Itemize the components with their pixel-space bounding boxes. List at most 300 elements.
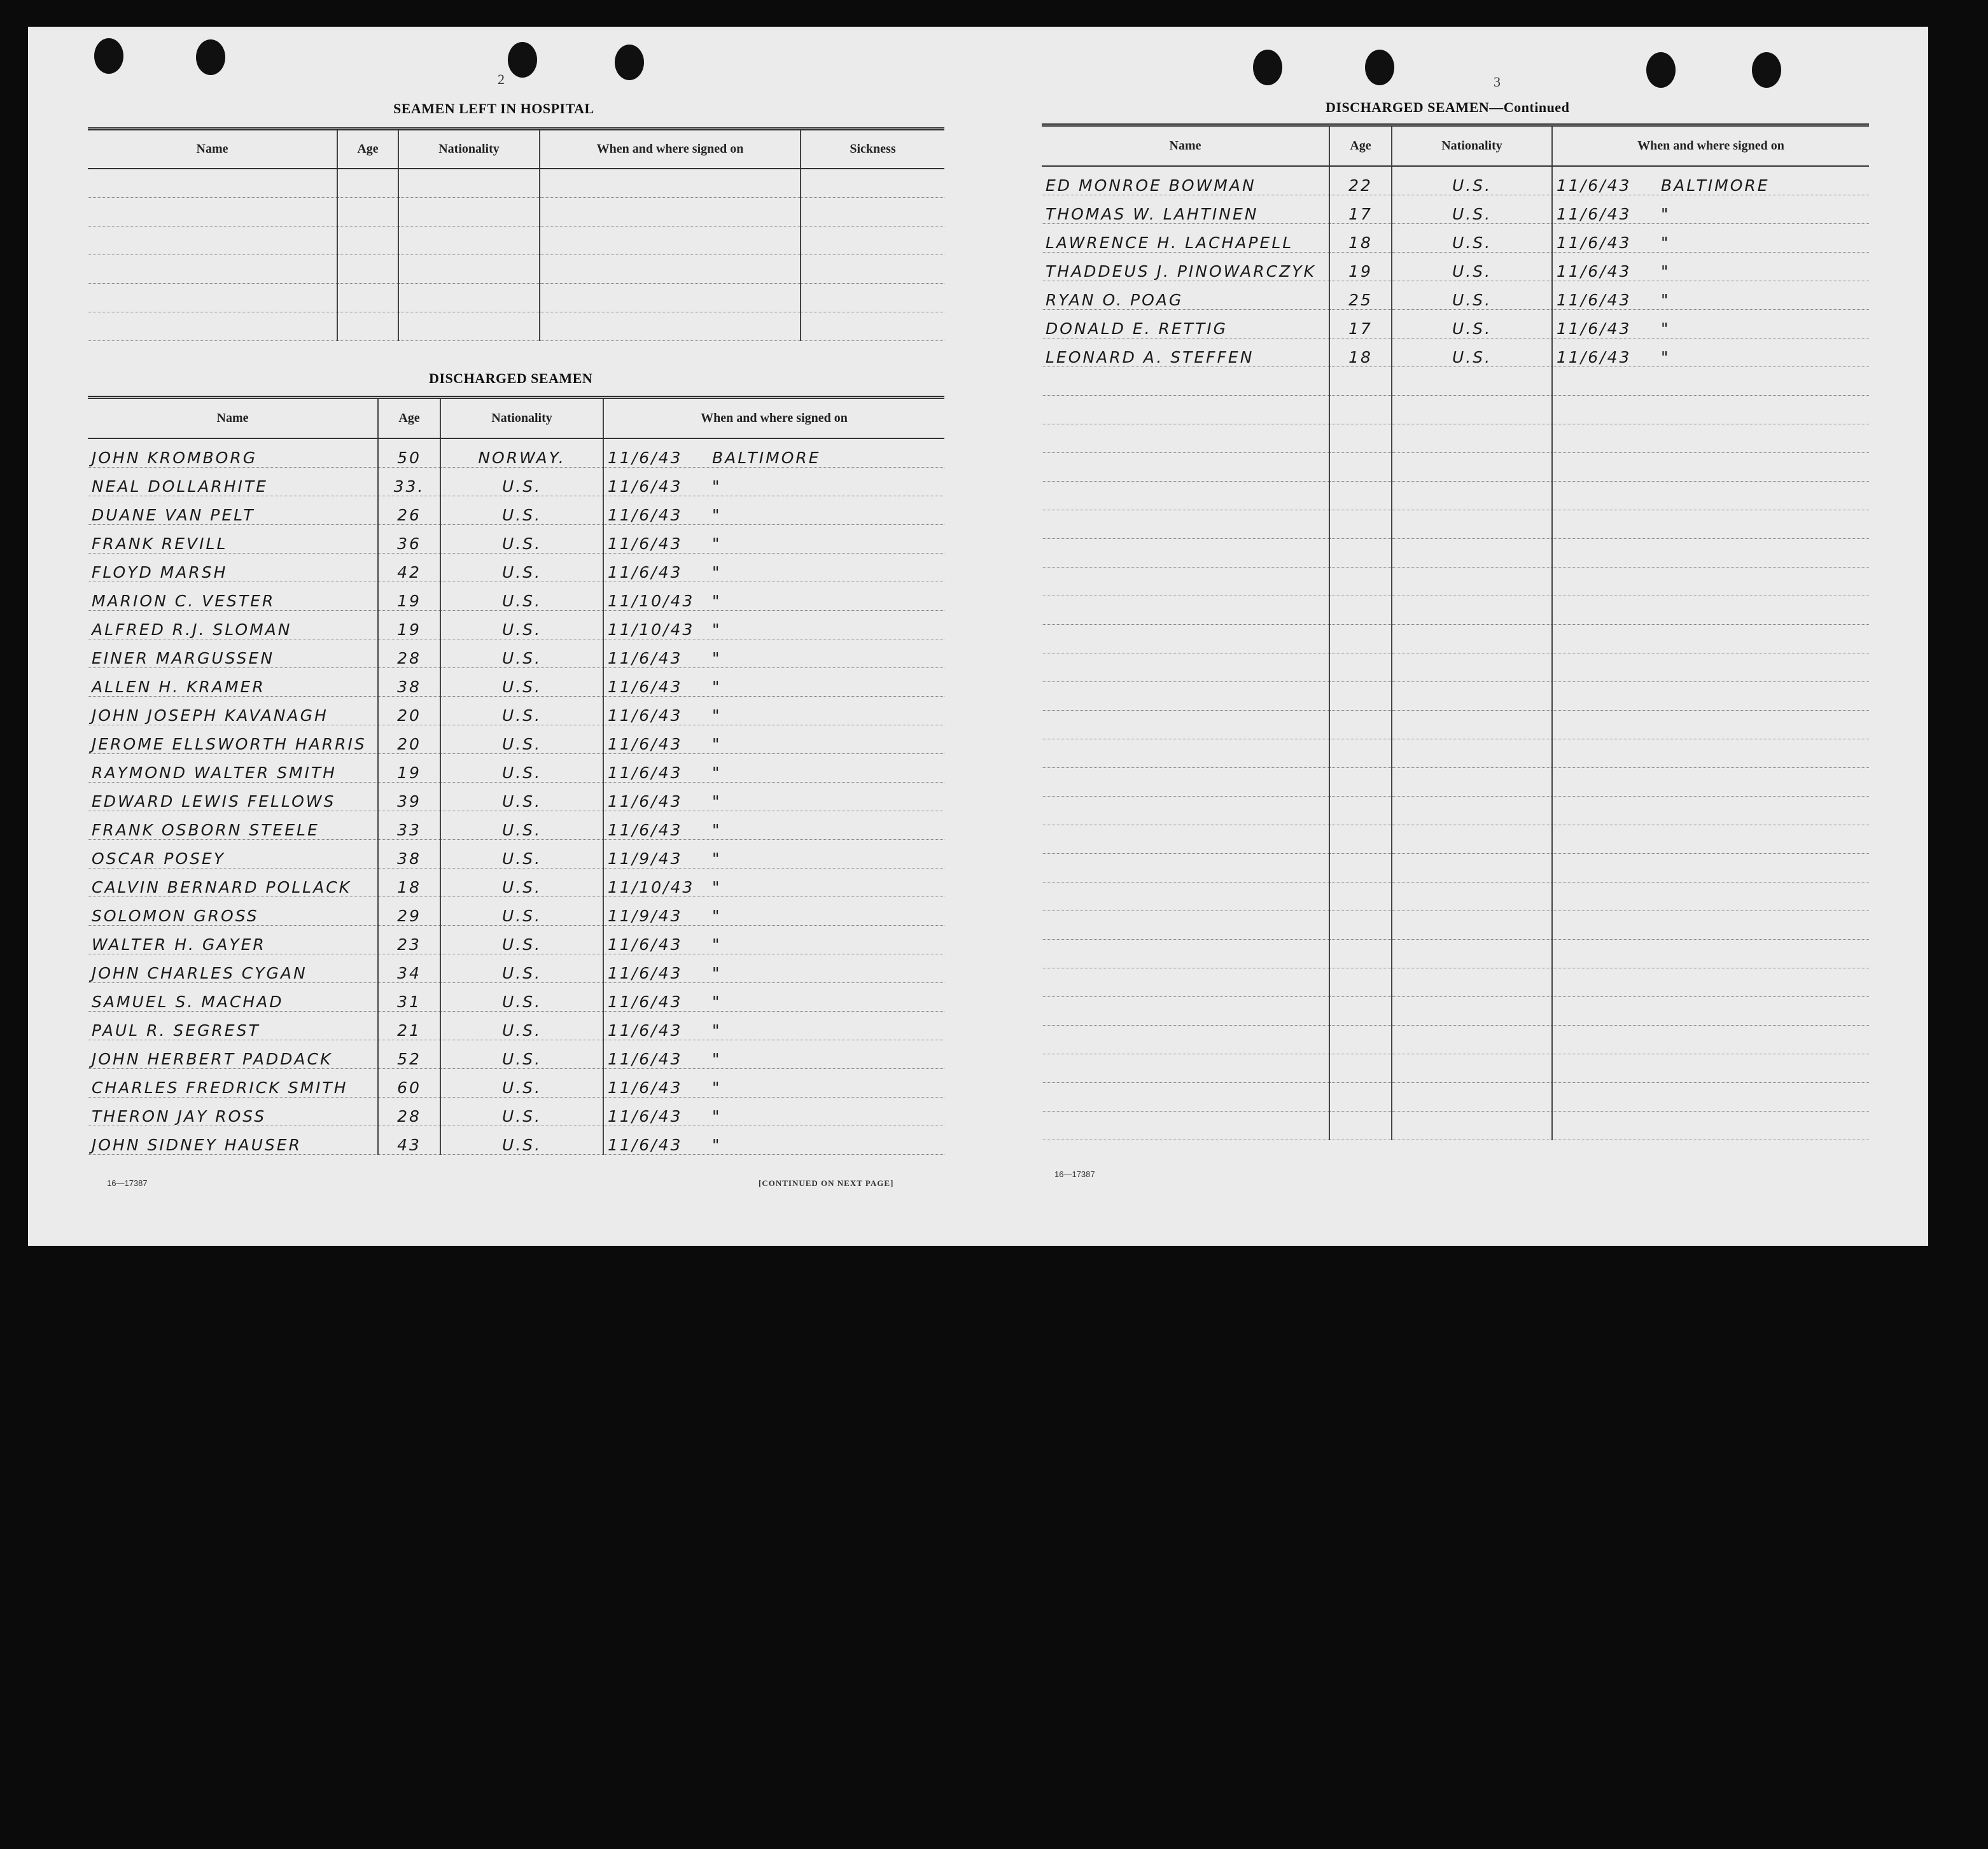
table-row xyxy=(88,524,944,553)
seaman-nationality: U.S. xyxy=(440,553,603,582)
blank-cell xyxy=(1329,596,1392,624)
blank-cell xyxy=(88,197,337,226)
seaman-name: CALVIN BERNARD POLLACK xyxy=(88,868,378,897)
punch-hole xyxy=(196,39,225,75)
signed-on-place: " xyxy=(712,1049,722,1068)
seaman-age: 18 xyxy=(378,868,440,897)
table-row xyxy=(88,868,944,897)
table-row xyxy=(88,725,944,753)
seaman-age: 43 xyxy=(378,1126,440,1154)
blank-cell xyxy=(1392,710,1552,739)
blank-row xyxy=(88,169,944,198)
blank-cell xyxy=(1552,739,1869,767)
signed-on-place: " xyxy=(712,992,722,1011)
seaman-nationality: U.S. xyxy=(440,753,603,782)
blank-cell xyxy=(1042,710,1329,739)
blank-row xyxy=(1042,395,1869,424)
blank-cell xyxy=(1329,996,1392,1025)
signed-on-date: 11/6/43 xyxy=(608,1021,683,1040)
seaman-age: 28 xyxy=(378,639,440,667)
blank-cell xyxy=(1042,481,1329,510)
seaman-age: 18 xyxy=(1329,338,1392,366)
seaman-name: EINER MARGUSSEN xyxy=(88,639,378,667)
seaman-name: THOMAS W. LAHTINEN xyxy=(1042,195,1329,223)
column-header: Name xyxy=(88,129,337,169)
blank-row xyxy=(1042,1025,1869,1054)
seaman-age: 26 xyxy=(378,496,440,524)
blank-cell xyxy=(1392,853,1552,882)
signed-on-place: " xyxy=(712,763,722,782)
blank-row xyxy=(1042,596,1869,624)
table-row xyxy=(88,467,944,496)
signed-on-place: " xyxy=(712,906,722,925)
seaman-nationality: U.S. xyxy=(440,982,603,1011)
seaman-nationality: U.S. xyxy=(440,467,603,496)
signed-on-date: 11/10/43 xyxy=(608,620,695,639)
blank-row xyxy=(1042,739,1869,767)
blank-cell xyxy=(337,226,398,255)
table-row xyxy=(88,1011,944,1040)
blank-cell xyxy=(398,312,540,340)
hospital-section-title: SEAMEN LEFT IN HOSPITAL xyxy=(393,101,594,116)
blank-cell xyxy=(540,197,801,226)
blank-cell xyxy=(540,226,801,255)
discharged-table xyxy=(88,396,944,1155)
blank-cell xyxy=(1329,481,1392,510)
seaman-nationality: U.S. xyxy=(1392,281,1552,309)
blank-row xyxy=(1042,653,1869,681)
table-row xyxy=(1042,309,1869,338)
blank-cell xyxy=(1392,1025,1552,1054)
blank-cell xyxy=(1042,452,1329,481)
signed-on-place: " xyxy=(712,1135,722,1154)
signed-on-cell xyxy=(603,1068,944,1097)
blank-cell xyxy=(1329,424,1392,452)
form-number: 16—17387 xyxy=(107,1178,148,1188)
seaman-age: 38 xyxy=(378,667,440,696)
signed-on-date: 11/6/43 xyxy=(1557,233,1632,252)
signed-on-date: 11/6/43 xyxy=(1557,204,1632,223)
blank-cell xyxy=(1392,1054,1552,1082)
blank-cell xyxy=(540,312,801,340)
seaman-age: 21 xyxy=(378,1011,440,1040)
blank-cell xyxy=(1042,510,1329,538)
blank-cell xyxy=(1042,1025,1329,1054)
blank-cell xyxy=(1329,366,1392,395)
blank-cell xyxy=(1392,968,1552,996)
blank-row xyxy=(1042,366,1869,395)
seaman-nationality: U.S. xyxy=(440,897,603,925)
seaman-nationality: U.S. xyxy=(1392,223,1552,252)
seaman-nationality: U.S. xyxy=(1392,166,1552,195)
signed-on-cell xyxy=(603,467,944,496)
blank-cell xyxy=(337,197,398,226)
seaman-age: 18 xyxy=(1329,223,1392,252)
blank-cell xyxy=(1329,882,1392,911)
blank-cell xyxy=(1392,538,1552,567)
blank-row xyxy=(1042,424,1869,452)
signed-on-place: " xyxy=(712,1021,722,1040)
table-row xyxy=(88,954,944,982)
seaman-name: SOLOMON GROSS xyxy=(88,897,378,925)
signed-on-place: " xyxy=(712,620,722,639)
page-number: 3 xyxy=(1494,74,1501,90)
blank-cell xyxy=(88,226,337,255)
blank-cell xyxy=(801,283,944,312)
seaman-nationality: NORWAY. xyxy=(440,438,603,468)
title-text: DISCHARGED SEAMEN xyxy=(1326,99,1490,115)
signed-on-cell xyxy=(603,982,944,1011)
signed-on-place: " xyxy=(712,1106,722,1126)
blank-cell xyxy=(398,197,540,226)
blank-cell xyxy=(801,197,944,226)
blank-cell xyxy=(540,283,801,312)
blank-cell xyxy=(1329,825,1392,853)
blank-cell xyxy=(1552,1054,1869,1082)
seaman-age: 60 xyxy=(378,1068,440,1097)
blank-cell xyxy=(1042,1111,1329,1140)
blank-cell xyxy=(1392,424,1552,452)
blank-cell xyxy=(1329,1082,1392,1111)
blank-cell xyxy=(1392,796,1552,825)
blank-cell xyxy=(1392,653,1552,681)
seaman-nationality: U.S. xyxy=(440,782,603,811)
table-row xyxy=(88,438,944,468)
punch-hole xyxy=(1253,50,1282,85)
document-sheet xyxy=(28,27,1928,1246)
blank-cell xyxy=(1042,968,1329,996)
seaman-name: ED MONROE BOWMAN xyxy=(1042,166,1329,195)
blank-cell xyxy=(1042,796,1329,825)
seaman-age: 23 xyxy=(378,925,440,954)
signed-on-date: 11/6/43 xyxy=(608,935,683,954)
signed-on-place: " xyxy=(1661,233,1670,252)
signed-on-date: 11/6/43 xyxy=(608,448,683,467)
signed-on-place: " xyxy=(712,792,722,811)
table-row xyxy=(88,553,944,582)
seaman-nationality: U.S. xyxy=(1392,338,1552,366)
blank-cell xyxy=(1552,1111,1869,1140)
seaman-age: 50 xyxy=(378,438,440,468)
seaman-nationality: U.S. xyxy=(440,696,603,725)
blank-cell xyxy=(1392,452,1552,481)
table-row xyxy=(88,839,944,868)
signed-on-place: " xyxy=(712,505,722,524)
column-header: When and where signed on xyxy=(603,398,944,438)
blank-cell xyxy=(398,283,540,312)
signed-on-place: " xyxy=(1661,262,1670,281)
blank-row xyxy=(1042,624,1869,653)
table-row xyxy=(1042,281,1869,309)
blank-cell xyxy=(1329,1111,1392,1140)
signed-on-cell xyxy=(603,725,944,753)
signed-on-cell xyxy=(603,610,944,639)
blank-cell xyxy=(1392,596,1552,624)
signed-on-date: 11/6/43 xyxy=(608,963,683,982)
seaman-age: 38 xyxy=(378,839,440,868)
signed-on-cell xyxy=(603,954,944,982)
blank-row xyxy=(1042,538,1869,567)
right-page xyxy=(978,27,1928,1246)
blank-row xyxy=(1042,452,1869,481)
blank-cell xyxy=(337,255,398,283)
blank-cell xyxy=(1329,510,1392,538)
seaman-age: 33. xyxy=(378,467,440,496)
blank-row xyxy=(1042,968,1869,996)
blank-cell xyxy=(337,283,398,312)
signed-on-date: 11/6/43 xyxy=(608,477,683,496)
signed-on-place: " xyxy=(712,562,722,582)
table-row xyxy=(88,1040,944,1068)
column-header: When and where signed on xyxy=(540,129,801,169)
seaman-nationality: U.S. xyxy=(440,725,603,753)
seaman-name: JOHN SIDNEY HAUSER xyxy=(88,1126,378,1154)
signed-on-date: 11/6/43 xyxy=(608,1135,683,1154)
table-row xyxy=(88,639,944,667)
blank-cell xyxy=(540,255,801,283)
blank-row xyxy=(1042,510,1869,538)
signed-on-date: 11/6/43 xyxy=(608,505,683,524)
discharged-continued-title xyxy=(1326,99,1569,116)
blank-cell xyxy=(1329,395,1392,424)
seaman-nationality: U.S. xyxy=(440,1126,603,1154)
signed-on-place: BALTIMORE xyxy=(712,448,821,467)
table-row xyxy=(88,496,944,524)
blank-cell xyxy=(1042,624,1329,653)
signed-on-place: " xyxy=(712,1078,722,1097)
signed-on-date: 11/6/43 xyxy=(608,534,683,553)
signed-on-place: " xyxy=(712,648,722,667)
signed-on-cell xyxy=(603,753,944,782)
blank-cell xyxy=(337,312,398,340)
seaman-age: 39 xyxy=(378,782,440,811)
blank-cell xyxy=(1552,767,1869,796)
blank-cell xyxy=(88,255,337,283)
seaman-nationality: U.S. xyxy=(440,1097,603,1126)
table-row xyxy=(1042,338,1869,366)
blank-row xyxy=(1042,767,1869,796)
signed-on-cell xyxy=(603,438,944,468)
blank-cell xyxy=(1552,366,1869,395)
blank-cell xyxy=(1042,681,1329,710)
blank-cell xyxy=(1392,624,1552,653)
blank-cell xyxy=(1552,481,1869,510)
seaman-name: JOHN KROMBORG xyxy=(88,438,378,468)
signed-on-cell xyxy=(1552,195,1869,223)
blank-cell xyxy=(1552,996,1869,1025)
blank-cell xyxy=(1552,911,1869,939)
blank-cell xyxy=(1329,681,1392,710)
blank-cell xyxy=(1392,567,1552,596)
seaman-age: 19 xyxy=(378,610,440,639)
blank-cell xyxy=(1552,653,1869,681)
seaman-age: 29 xyxy=(378,897,440,925)
seaman-name: SAMUEL S. MACHAD xyxy=(88,982,378,1011)
seaman-name: JEROME ELLSWORTH HARRIS xyxy=(88,725,378,753)
signed-on-place: " xyxy=(712,477,722,496)
blank-cell xyxy=(1042,853,1329,882)
seaman-age: 28 xyxy=(378,1097,440,1126)
seaman-age: 17 xyxy=(1329,195,1392,223)
signed-on-place: " xyxy=(1661,347,1670,366)
blank-row xyxy=(88,197,944,226)
blank-cell xyxy=(1552,882,1869,911)
continued-note: [CONTINUED ON NEXT PAGE] xyxy=(759,1178,894,1188)
seaman-name: JOHN CHARLES CYGAN xyxy=(88,954,378,982)
blank-cell xyxy=(1329,911,1392,939)
blank-row xyxy=(88,312,944,340)
signed-on-date: 11/6/43 xyxy=(608,1078,683,1097)
blank-cell xyxy=(1392,911,1552,939)
blank-cell xyxy=(1552,624,1869,653)
blank-cell xyxy=(1042,395,1329,424)
blank-row xyxy=(1042,939,1869,968)
seaman-name: ALLEN H. KRAMER xyxy=(88,667,378,696)
blank-cell xyxy=(1329,1054,1392,1082)
signed-on-cell xyxy=(603,696,944,725)
signed-on-cell xyxy=(1552,166,1869,195)
table-row xyxy=(1042,195,1869,223)
blank-cell xyxy=(1552,538,1869,567)
blank-cell xyxy=(337,169,398,198)
signed-on-cell xyxy=(603,553,944,582)
table-row xyxy=(88,667,944,696)
seaman-age: 19 xyxy=(1329,252,1392,281)
seaman-age: 20 xyxy=(378,725,440,753)
seaman-nationality: U.S. xyxy=(440,496,603,524)
signed-on-date: 11/6/43 xyxy=(608,562,683,582)
seaman-age: 52 xyxy=(378,1040,440,1068)
signed-on-date: 11/6/43 xyxy=(608,792,683,811)
signed-on-date: 11/6/43 xyxy=(608,677,683,696)
blank-cell xyxy=(1552,1025,1869,1054)
blank-cell xyxy=(1329,767,1392,796)
signed-on-place: " xyxy=(712,963,722,982)
signed-on-cell xyxy=(603,868,944,897)
blank-row xyxy=(1042,911,1869,939)
signed-on-date: 11/6/43 xyxy=(608,820,683,839)
blank-cell xyxy=(1552,395,1869,424)
signed-on-place: " xyxy=(712,534,722,553)
seaman-nationality: U.S. xyxy=(440,1011,603,1040)
table-row xyxy=(88,811,944,839)
seaman-name: DUANE VAN PELT xyxy=(88,496,378,524)
seaman-name: WALTER H. GAYER xyxy=(88,925,378,954)
seaman-age: 20 xyxy=(378,696,440,725)
blank-cell xyxy=(1392,882,1552,911)
blank-cell xyxy=(1329,939,1392,968)
seaman-name: THADDEUS J. PINOWARCZYK xyxy=(1042,252,1329,281)
signed-on-date: 11/6/43 xyxy=(1557,262,1632,281)
blank-row xyxy=(88,283,944,312)
signed-on-date: 11/6/43 xyxy=(608,706,683,725)
blank-cell xyxy=(1552,510,1869,538)
blank-cell xyxy=(1329,653,1392,681)
signed-on-place: " xyxy=(712,677,722,696)
seaman-name: JOHN HERBERT PADDACK xyxy=(88,1040,378,1068)
blank-cell xyxy=(1329,739,1392,767)
signed-on-place: " xyxy=(712,820,722,839)
table-row xyxy=(88,753,944,782)
signed-on-cell xyxy=(603,839,944,868)
signed-on-cell xyxy=(1552,252,1869,281)
seaman-age: 22 xyxy=(1329,166,1392,195)
table-row xyxy=(88,610,944,639)
punch-hole xyxy=(94,38,123,74)
column-header: Nationality xyxy=(1392,125,1552,166)
seaman-name: RYAN O. POAG xyxy=(1042,281,1329,309)
blank-row xyxy=(1042,710,1869,739)
blank-cell xyxy=(801,255,944,283)
blank-row xyxy=(1042,1111,1869,1140)
blank-cell xyxy=(398,255,540,283)
table-row xyxy=(1042,166,1869,195)
table-row xyxy=(88,582,944,610)
blank-row xyxy=(1042,853,1869,882)
blank-cell xyxy=(1329,853,1392,882)
blank-cell xyxy=(1042,882,1329,911)
signed-on-date: 11/6/43 xyxy=(608,734,683,753)
column-header: Nationality xyxy=(440,398,603,438)
seaman-age: 31 xyxy=(378,982,440,1011)
seaman-name: JOHN JOSEPH KAVANAGH xyxy=(88,696,378,725)
blank-cell xyxy=(1329,624,1392,653)
blank-cell xyxy=(1552,853,1869,882)
table-row xyxy=(88,982,944,1011)
punch-hole xyxy=(1365,50,1394,85)
blank-cell xyxy=(801,169,944,198)
blank-cell xyxy=(1042,1054,1329,1082)
form-number: 16—17387 xyxy=(1054,1169,1095,1179)
signed-on-cell xyxy=(603,782,944,811)
table-row xyxy=(1042,223,1869,252)
seaman-nationality: U.S. xyxy=(440,1068,603,1097)
blank-cell xyxy=(1042,825,1329,853)
hospital-table xyxy=(88,127,944,341)
signed-on-date: 11/10/43 xyxy=(608,591,695,610)
blank-cell xyxy=(801,312,944,340)
seaman-age: 33 xyxy=(378,811,440,839)
blank-row xyxy=(88,226,944,255)
signed-on-cell xyxy=(603,1126,944,1154)
signed-on-cell xyxy=(603,1040,944,1068)
signed-on-date: 11/6/43 xyxy=(608,992,683,1011)
blank-cell xyxy=(1552,424,1869,452)
blank-cell xyxy=(1392,825,1552,853)
signed-on-date: 11/6/43 xyxy=(608,1106,683,1126)
seaman-nationality: U.S. xyxy=(440,639,603,667)
blank-row xyxy=(1042,567,1869,596)
column-header: Sickness xyxy=(801,129,944,169)
blank-cell xyxy=(1552,825,1869,853)
blank-cell xyxy=(1552,710,1869,739)
seaman-name: DONALD E. RETTIG xyxy=(1042,309,1329,338)
page-number: 2 xyxy=(498,71,505,87)
signed-on-place: " xyxy=(1661,204,1670,223)
seaman-nationality: U.S. xyxy=(440,954,603,982)
blank-cell xyxy=(1552,596,1869,624)
blank-cell xyxy=(1552,567,1869,596)
seaman-name: CHARLES FREDRICK SMITH xyxy=(88,1068,378,1097)
seaman-name: FRANK REVILL xyxy=(88,524,378,553)
seaman-nationality: U.S. xyxy=(440,811,603,839)
signed-on-cell xyxy=(603,925,944,954)
blank-cell xyxy=(1329,567,1392,596)
punch-hole xyxy=(1646,52,1676,88)
signed-on-date: 11/6/43 xyxy=(1557,176,1632,195)
signed-on-cell xyxy=(1552,309,1869,338)
signed-on-date: 11/6/43 xyxy=(608,1049,683,1068)
